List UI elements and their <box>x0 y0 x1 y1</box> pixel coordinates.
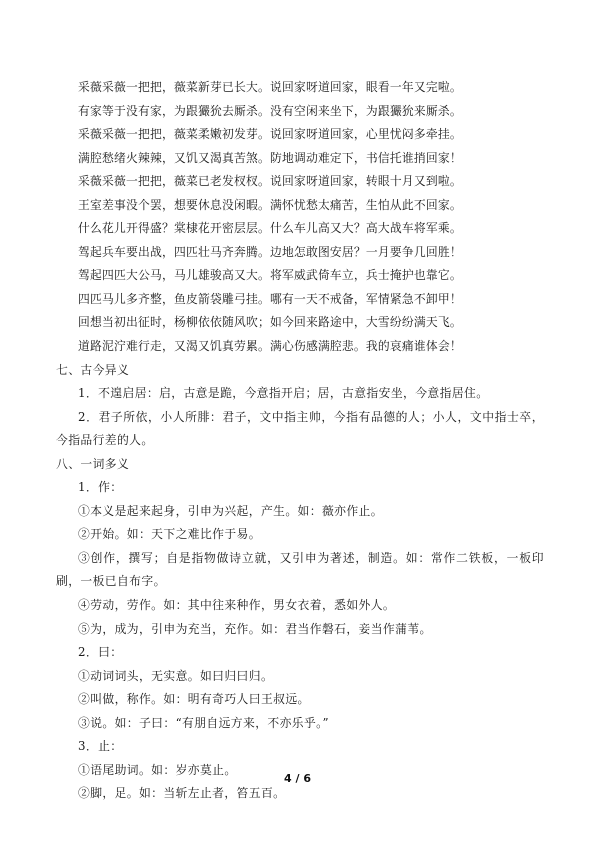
page-content <box>56 76 546 806</box>
poem-line: 有家等于没有家，为跟玁狁去厮杀。没有空闲来坐下，为跟玁狁来厮杀。 <box>78 103 462 118</box>
section-polysemy <box>56 453 546 806</box>
word-label: 3．止： <box>78 739 123 754</box>
poem-line: 采薇采薇一把把，薇菜柔嫩初发芽。说回家呀道回家，心里忧闷多牵挂。 <box>78 127 462 142</box>
word-sense: ②叫做，称作。如：明有奇巧人曰王叔远。 <box>78 692 310 707</box>
poem-translation <box>56 76 546 359</box>
word-sense: ①语尾助词。如：岁亦莫止。 <box>78 762 237 777</box>
page-number: 4 / 6 <box>284 772 311 785</box>
word-sense: ②开始。如：天下之难比作于易。 <box>78 527 261 542</box>
word-sense: ②脚，足。如：当斩左止者，笞五百。 <box>78 786 286 801</box>
meaning-item: 2．君子所依，小人所腓：君子，文中指主帅，今指有品德的人；小人，文中指士卒，今指品行差的人。 <box>56 409 544 448</box>
poem-line: 道路泥泞难行走，又渴又饥真劳累。满心伤感满腔悲。我的哀痛谁体会！ <box>78 339 462 354</box>
poem-line: 四匹马儿多齐整，鱼皮箭袋雕弓挂。哪有一天不戒备，军情紧急不卸甲！ <box>78 291 462 306</box>
word-sense: ①本义是起来起身，引申为兴起，产生。如：薇亦作止。 <box>78 503 383 518</box>
word-sense: ③说。如：子曰：“有朋自远方来，不亦乐乎。” <box>78 715 329 730</box>
word-sense: ④劳动，劳作。如：其中往来种作，男女衣着，悉如外人。 <box>78 598 396 613</box>
section-heading: 八、一词多义 <box>56 456 130 471</box>
poem-line: 满腔愁绪火辣辣，又饥又渴真苦煞。防地调动难定下，书信托谁捎回家！ <box>78 150 462 165</box>
word-sense: ⑤为，成为，引申为充当，充作。如：君当作磐石，妾当作蒲苇。 <box>78 621 432 636</box>
word-sense: ①动词词头，无实意。如曰归曰归。 <box>78 668 274 683</box>
section-heading: 七、古今异义 <box>56 362 130 377</box>
poem-line: 采薇采薇一把把，薇菜新芽已长大。说回家呀道回家，眼看一年又完啦。 <box>78 80 462 94</box>
poem-line: 王室差事没个罢，想要休息没闲暇。满怀忧愁太痛苦，生怕从此不回家。 <box>78 197 462 212</box>
meaning-item: 1．不遑启居：启，古意是跪，今意指开启；居，古意指安坐，今意指居住。 <box>78 386 489 401</box>
word-label: 1．作： <box>78 480 123 495</box>
poem-line: 什么花儿开得盛？棠棣花开密层层。什么车儿高又大？高大战车将军乘。 <box>78 221 462 236</box>
word-label: 2．曰： <box>78 645 123 660</box>
poem-line: 回想当初出征时，杨柳依依随风吹；如今回来路途中，大雪纷纷满天飞。 <box>78 315 462 330</box>
section-ancient-modern-meaning <box>56 359 546 453</box>
poem-line: 驾起兵车要出战，四匹壮马齐奔腾。边地怎敢图安居？一月要争几回胜！ <box>78 244 462 259</box>
poem-line: 驾起四匹大公马，马儿雄骏高又大。将军威武倚车立，兵士掩护也靠它。 <box>78 268 462 283</box>
word-sense: ③创作，撰写；自是指物做诗立就，又引申为著述，制造。如：常作二铁板，一板印刷，一板已自布字。 <box>56 550 544 589</box>
poem-line: 采薇采薇一把把，薇菜已老发杈杈。说回家呀道回家，转眼十月又到啦。 <box>78 174 462 189</box>
